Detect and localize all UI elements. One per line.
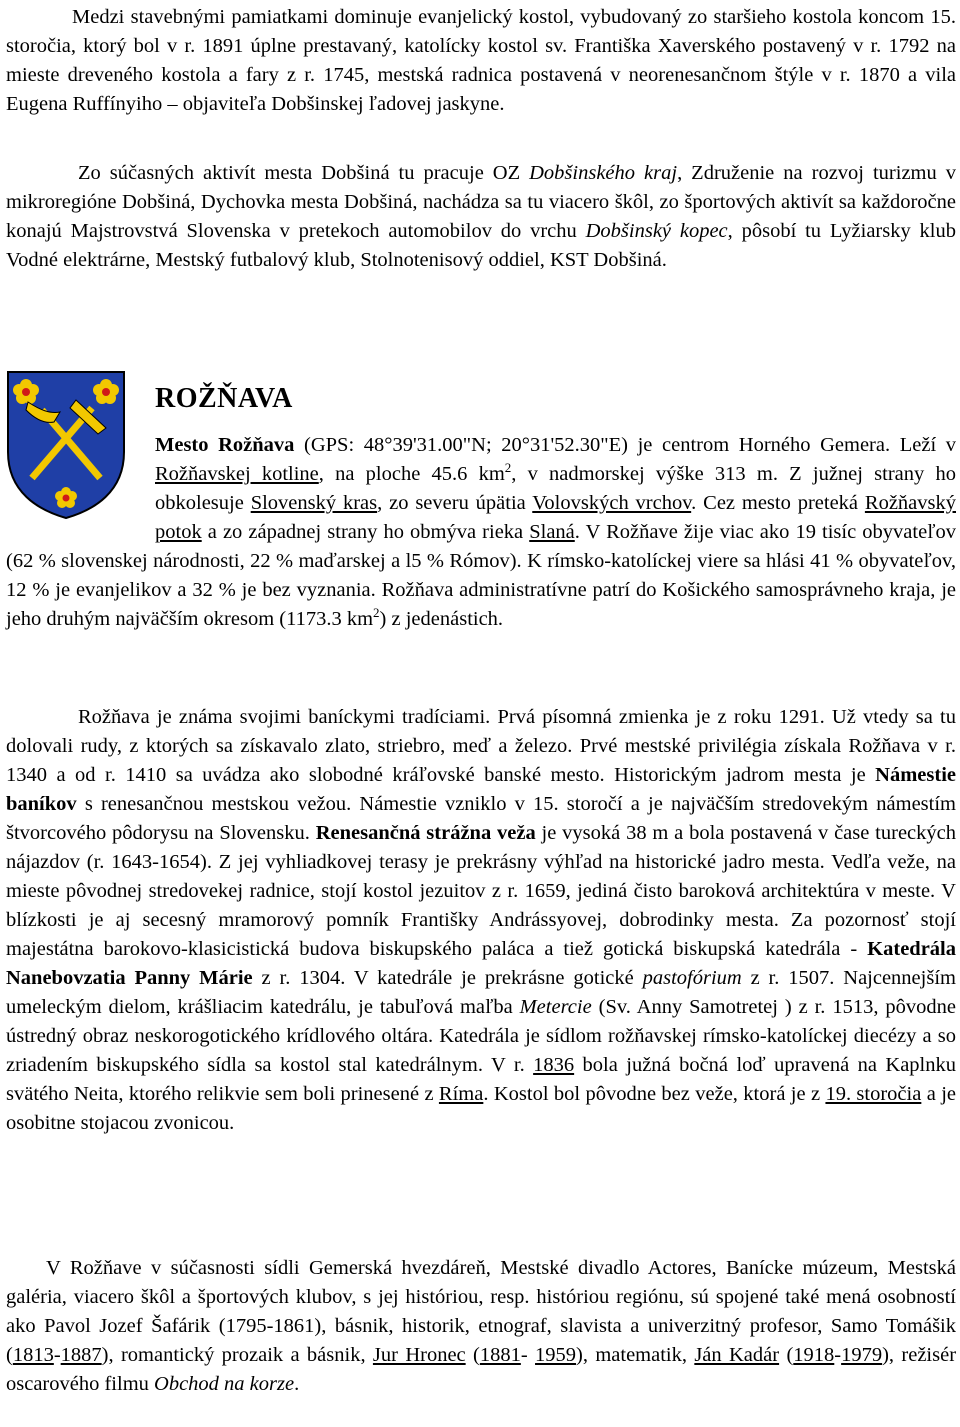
p2-text-b: , Združenie na rozvoj turizmu v mikroregióne Dobšiná, Dychovka mesta Dobšiná, nachádza sa tu viacero škôl, zo športových aktivít sa každoročne konajú Majstrovstvá Slovenska v pretekoch automobilov do vrchu <box>6 162 956 242</box>
p5-text-2: - <box>53 1344 61 1366</box>
p4-bold-namestie: Námestie baníkov <box>6 764 956 815</box>
link-slana[interactable]: Slaná <box>529 521 575 543</box>
link-1979[interactable]: 1979 <box>841 1344 883 1366</box>
link-volovske-vrchy[interactable]: Volovských vrchov <box>532 492 692 514</box>
link-19-storocie[interactable]: 19. storočia <box>825 1083 922 1105</box>
p3-text-3: , v nadmorskej výške 313 m. Z južnej strany ho obkolesuje <box>155 463 956 514</box>
p5-text-8: - <box>834 1344 842 1366</box>
p2-italic-kopec: Dobšinský kopec <box>585 220 728 242</box>
p4-bold-straz-veza: Renesančná strážna veža <box>315 822 536 844</box>
p2-text-c: , pôsobí tu Lyžiarsky klub Vodné elektrárne, Mestský futbalový klub, Stolnotenisový oddiel, KST Dobšiná. <box>6 220 956 271</box>
p3-text-4: , zo severu úpätia <box>377 492 533 514</box>
p4-bold-katedrala: Katedrála Nanebovzatia Panny Márie <box>6 938 956 989</box>
p4-text-8: . Kostol bol pôvodne bez veže, ktorá je z <box>483 1083 826 1105</box>
p5-text-10: . <box>294 1373 300 1395</box>
p3-text-2: , na ploche 45.6 km <box>318 463 505 485</box>
link-1918[interactable]: 1918 <box>793 1344 835 1366</box>
p4-text-4: z r. 1304. V katedrále je prekrásne gotické <box>252 967 643 989</box>
p5-text-5: - <box>520 1344 536 1366</box>
link-1813[interactable]: 1813 <box>12 1344 54 1366</box>
p4-text-6: (Sv. Anny Samotretej ) z r. 1513, pôvodne ústredný obraz neskorogotického krídlového oltára. Katedrála je sídlom rožňavskej rímsko-katolíckej diecézy a so zriadením biskupského sídla sa kostol stal katedrálnym. V r. <box>6 996 956 1076</box>
p5-italic-film: Obchod na korze <box>154 1373 295 1395</box>
paragraph-roznava-personalities <box>6 1254 956 1399</box>
p4-italic-pastoforium: pastofórium <box>642 967 742 989</box>
p2-italic-kraj: Dobšinského kraj <box>529 162 678 184</box>
p4-text-2: s renesančnou mestskou vežou. Námestie vzniklo v 15. storočí a je najväčším stredovekým námestím štvorcového pôdorysu na Slovensku. <box>6 793 956 844</box>
link-1881[interactable]: 1881 <box>479 1344 521 1366</box>
p3-text-6: a zo západnej strany ho obmýva rieka <box>201 521 530 543</box>
p3-text-8: ) z jedenástich. <box>379 608 504 630</box>
p4-text-5: z r. 1507. Najcennejším umeleckým dielom, krášliacim katedrálu, je tabuľová maľba <box>6 967 956 1018</box>
p5-text-9: ), režisér oscarového filmu <box>6 1344 957 1395</box>
link-slovensky-kras[interactable]: Slovenský kras <box>250 492 378 514</box>
link-1887[interactable]: 1887 <box>60 1344 102 1366</box>
p4-italic-metercie: Metercie <box>519 996 592 1018</box>
p3-sup-2: 2 <box>373 605 380 621</box>
link-1836[interactable]: 1836 <box>533 1054 575 1076</box>
p5-text-3: ), romantický prozaik a básnik, <box>101 1344 373 1366</box>
p5-text-4: ( <box>465 1344 480 1366</box>
link-jur-hronec[interactable]: Jur Hronec <box>372 1344 466 1366</box>
link-1959[interactable]: 1959 <box>535 1344 577 1366</box>
p2-text-a: Zo súčasných aktivít mesta Dobšiná tu pracuje OZ <box>78 162 530 184</box>
p3-text-1: (GPS: 48°39'31.00"N; 20°31'52.30"E) je centrom Horného Gemera. Leží v <box>294 434 956 456</box>
p4-text-1: Rožňava je známa svojimi baníckymi tradíciami. Prvá písomná zmienka je z roku 1291. Už vtedy sa tu dolovali rudy, z ktorých sa získavalo zlato, striebro, meď a železo. Prvé mestské privilégia získala Rožňava v r. 1340 a od r. 1410 sa uvádza ako slobodné kráľovské banské mesto. Historickým jadrom mesta je <box>6 706 956 786</box>
link-roznavsky-potok[interactable]: Rožňavský potok <box>155 492 956 543</box>
p5-text-7: ( <box>779 1344 794 1366</box>
p3-sup-1: 2 <box>504 460 512 476</box>
p5-text-1: V Rožňave v súčasnosti sídli Gemerská hvezdáreň, Mestské divadlo Actores, Banícke múzeum, Mestská galéria, viacero škôl a športových klubov, s jej históriou, resp. históriou regiónu, sú spojené také mená osobností ako Pavol Jozef Šafárik (1795-1861), básnik, historik, etnograf, slavista a univerzitný profesor, Samo Tomášik ( <box>6 1257 956 1366</box>
p4-text-9: a je osobitne stojacou zvonicou. <box>6 1083 956 1134</box>
link-jan-kadar[interactable]: Ján Kadár <box>694 1344 780 1366</box>
p4-text-3: je vysoká 38 m a bola postavená v čase tureckých nájazdov (r. 1643-1654). Z jej vyhliadkovej terasy je prekrásny výhľad na historické jadro mesta. Vedľa veže, na mieste pôvodnej stredovekej radnice, stojí kostol jezuitov z r. 1659, jediná čisto baroková architektúra v meste. V blízkosti je aj secesný mramorový pomník Františky Andrássyovej, dobrodinky mesta. Za pozornosť stojí majestátna barokovo-klasicistická budova biskupského paláca a tiež gotická biskupská katedrála - <box>6 822 956 960</box>
crest-spacer <box>6 431 155 545</box>
link-roznavska-kotlina[interactable]: Rožňavskej kotline <box>155 463 319 485</box>
paragraph-roznava-intro <box>6 431 956 634</box>
p1-text: Medzi stavebnými pamiatkami dominuje evanjelický kostol, vybudovaný zo staršieho kostola koncom 15. storočia, ktorý bol v r. 1891 úplne prestavaný, katolícky kostol sv. Františka Xaverského postavený v r. 1792 na mieste dreveného kostola a fary z r. 1745, mestská radnica postavená v neorenesančnom štýle v r. 1870 a vila Eugena Ruffínyiho – objaviteľa Dobšinskej ľadovej jaskyne. <box>6 6 956 115</box>
p4-text-7: bola južná bočná loď upravená na Kaplnku svätého Neita, ktorého relikvie sem boli prinesené z <box>6 1054 956 1105</box>
p5-text-6: ), matematik, <box>576 1344 695 1366</box>
p3-text-7: . V Rožňave žije viac ako 19 tisíc obyvateľov (62 % slovenskej národnosti, 22 % maďarskej a l5 % Rómov). K rímsko-katolíckej viere sa hlási 41 % obyvateľov, 12 % je evanjelikov a 32 % je bez vyznania. Rožňava administratívne patrí do Košického samosprávneho kraja, je jeho druhým najväčším okresom (1173.3 km <box>6 521 956 630</box>
link-rim[interactable]: Ríma <box>438 1083 484 1105</box>
p3-text-5: . Cez mesto preteká <box>691 492 865 514</box>
p3-bold-mesto: Mesto Rožňava <box>155 434 295 456</box>
section-heading-roznava: ROŽŇAVA <box>155 383 293 414</box>
paragraph-dobsina-activities <box>6 159 956 275</box>
paragraph-roznava-history <box>6 703 956 1138</box>
paragraph-dobsina-monuments <box>6 3 956 119</box>
